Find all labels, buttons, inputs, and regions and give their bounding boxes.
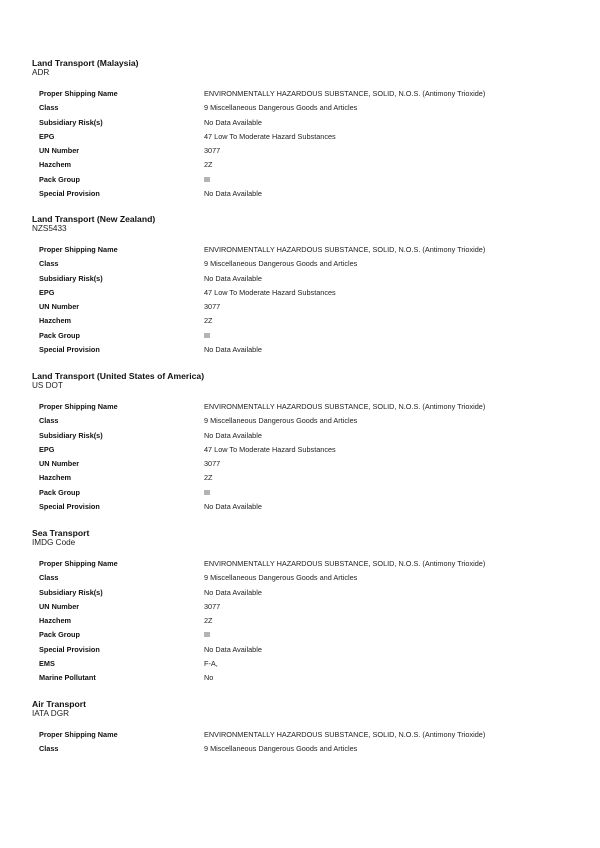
row-value: No Data Available	[204, 644, 262, 654]
row-value: ENVIRONMENTALLY HAZARDOUS SUBSTANCE, SOLID, N.O.S. (Antimony Trioxide)	[204, 245, 486, 254]
table-row	[32, 132, 572, 146]
row-value: No Data Available	[204, 117, 262, 127]
row-label: Proper Shipping Name	[39, 559, 118, 568]
row-value: 3077	[204, 459, 221, 469]
table-row	[32, 274, 572, 288]
row-label: Special Provision	[39, 502, 100, 512]
row-value: ENVIRONMENTALLY HAZARDOUS SUBSTANCE, SOLID, N.O.S. (Antimony Trioxide)	[204, 730, 486, 739]
table-row	[32, 345, 572, 359]
table-row	[32, 445, 572, 459]
row-label: Subsidiary Risk(s)	[39, 117, 103, 127]
section-air-transport	[32, 699, 572, 759]
table-row	[32, 189, 572, 203]
table-row	[32, 573, 572, 587]
row-label: Class	[39, 744, 59, 754]
row-value: III	[204, 487, 211, 497]
section-sea-transport	[32, 528, 572, 688]
row-label: EPG	[39, 131, 55, 141]
table-row	[32, 473, 572, 487]
table-row	[32, 602, 572, 616]
property-table	[32, 245, 572, 359]
table-row	[32, 331, 572, 345]
table-row	[32, 730, 572, 744]
table-row	[32, 588, 572, 602]
row-value: 47 Low To Moderate Hazard Substances	[204, 444, 336, 454]
row-label: Pack Group	[39, 487, 80, 497]
table-row	[32, 559, 572, 573]
row-value: 2Z	[204, 160, 213, 170]
table-row	[32, 245, 572, 259]
row-value: No Data Available	[204, 189, 262, 199]
property-table	[32, 402, 572, 516]
row-value: ENVIRONMENTALLY HAZARDOUS SUBSTANCE, SOLID, N.O.S. (Antimony Trioxide)	[204, 402, 486, 411]
row-label: Proper Shipping Name	[39, 402, 118, 411]
section-subtitle: NZS5433	[32, 224, 67, 233]
row-value: No Data Available	[204, 273, 262, 283]
row-label: UN Number	[39, 601, 80, 611]
row-value: No	[204, 673, 214, 683]
section-subtitle: ADR	[32, 68, 50, 77]
row-label: Hazchem	[39, 316, 72, 326]
table-row	[32, 673, 572, 687]
row-value: 9 Miscellaneous Dangerous Goods and Articles	[204, 416, 358, 426]
table-row	[32, 302, 572, 316]
row-value: 3077	[204, 302, 221, 312]
row-label: Class	[39, 103, 59, 113]
row-label: Hazchem	[39, 473, 72, 483]
property-table	[32, 559, 572, 688]
row-value: 2Z	[204, 616, 213, 626]
row-value: 3077	[204, 146, 221, 156]
row-label: UN Number	[39, 459, 80, 469]
row-label: Hazchem	[39, 160, 72, 170]
table-row	[32, 645, 572, 659]
table-row	[32, 316, 572, 330]
row-value: No Data Available	[204, 502, 262, 512]
property-table	[32, 89, 572, 203]
row-label: EPG	[39, 287, 55, 297]
row-value: No Data Available	[204, 587, 262, 597]
row-label: Subsidiary Risk(s)	[39, 273, 103, 283]
table-row	[32, 502, 572, 516]
table-row	[32, 175, 572, 189]
table-row	[32, 89, 572, 103]
row-label: Class	[39, 573, 59, 583]
row-value: 2Z	[204, 473, 213, 483]
table-row	[32, 459, 572, 473]
row-label: Proper Shipping Name	[39, 89, 118, 98]
row-label: Pack Group	[39, 174, 80, 184]
table-row	[32, 488, 572, 502]
section-title: Land Transport (New Zealand)	[32, 214, 156, 224]
row-value: 9 Miscellaneous Dangerous Goods and Articles	[204, 103, 358, 113]
row-value: F-A,	[204, 659, 218, 669]
section-land-transport-malaysia	[32, 58, 572, 203]
table-row	[32, 160, 572, 174]
table-row	[32, 259, 572, 273]
section-land-transport-usa	[32, 371, 572, 516]
table-row	[32, 103, 572, 117]
table-row	[32, 416, 572, 430]
row-label: Class	[39, 416, 59, 426]
row-label: Subsidiary Risk(s)	[39, 587, 103, 597]
row-label: EMS	[39, 659, 55, 669]
row-value: ENVIRONMENTALLY HAZARDOUS SUBSTANCE, SOLID, N.O.S. (Antimony Trioxide)	[204, 559, 486, 568]
row-label: Pack Group	[39, 330, 80, 340]
row-value: 9 Miscellaneous Dangerous Goods and Articles	[204, 744, 358, 754]
table-row	[32, 431, 572, 445]
row-label: Pack Group	[39, 630, 80, 640]
row-value: 3077	[204, 601, 221, 611]
row-value: No Data Available	[204, 345, 262, 355]
row-label: Proper Shipping Name	[39, 245, 118, 254]
section-land-transport-new-zealand	[32, 214, 572, 359]
section-title: Land Transport (United States of America)	[32, 371, 205, 381]
table-row	[32, 402, 572, 416]
row-label: Hazchem	[39, 616, 72, 626]
section-title: Air Transport	[32, 699, 86, 709]
row-value: 47 Low To Moderate Hazard Substances	[204, 287, 336, 297]
row-label: UN Number	[39, 302, 80, 312]
row-label: Special Provision	[39, 644, 100, 654]
table-row	[32, 659, 572, 673]
property-table	[32, 730, 572, 759]
section-subtitle: IATA DGR	[32, 709, 69, 718]
row-value: 9 Miscellaneous Dangerous Goods and Articles	[204, 573, 358, 583]
row-value: III	[204, 630, 211, 640]
row-label: Proper Shipping Name	[39, 730, 118, 739]
row-label: Marine Pollutant	[39, 673, 96, 683]
row-value: 9 Miscellaneous Dangerous Goods and Articles	[204, 259, 358, 269]
row-label: Special Provision	[39, 345, 100, 355]
row-label: UN Number	[39, 146, 80, 156]
section-subtitle: US DOT	[32, 381, 63, 390]
section-title: Sea Transport	[32, 528, 90, 538]
section-subtitle: IMDG Code	[32, 538, 76, 547]
row-value: ENVIRONMENTALLY HAZARDOUS SUBSTANCE, SOLID, N.O.S. (Antimony Trioxide)	[204, 89, 486, 98]
row-label: Subsidiary Risk(s)	[39, 430, 103, 440]
row-value: 2Z	[204, 316, 213, 326]
row-value: III	[204, 330, 211, 340]
table-row	[32, 288, 572, 302]
row-label: Class	[39, 259, 59, 269]
row-value: 47 Low To Moderate Hazard Substances	[204, 131, 336, 141]
table-row	[32, 146, 572, 160]
table-row	[32, 118, 572, 132]
row-label: EPG	[39, 444, 55, 454]
table-row	[32, 616, 572, 630]
table-row	[32, 744, 572, 758]
table-row	[32, 630, 572, 644]
row-label: Special Provision	[39, 189, 100, 199]
section-title: Land Transport (Malaysia)	[32, 58, 139, 68]
row-value: III	[204, 174, 211, 184]
row-value: No Data Available	[204, 430, 262, 440]
